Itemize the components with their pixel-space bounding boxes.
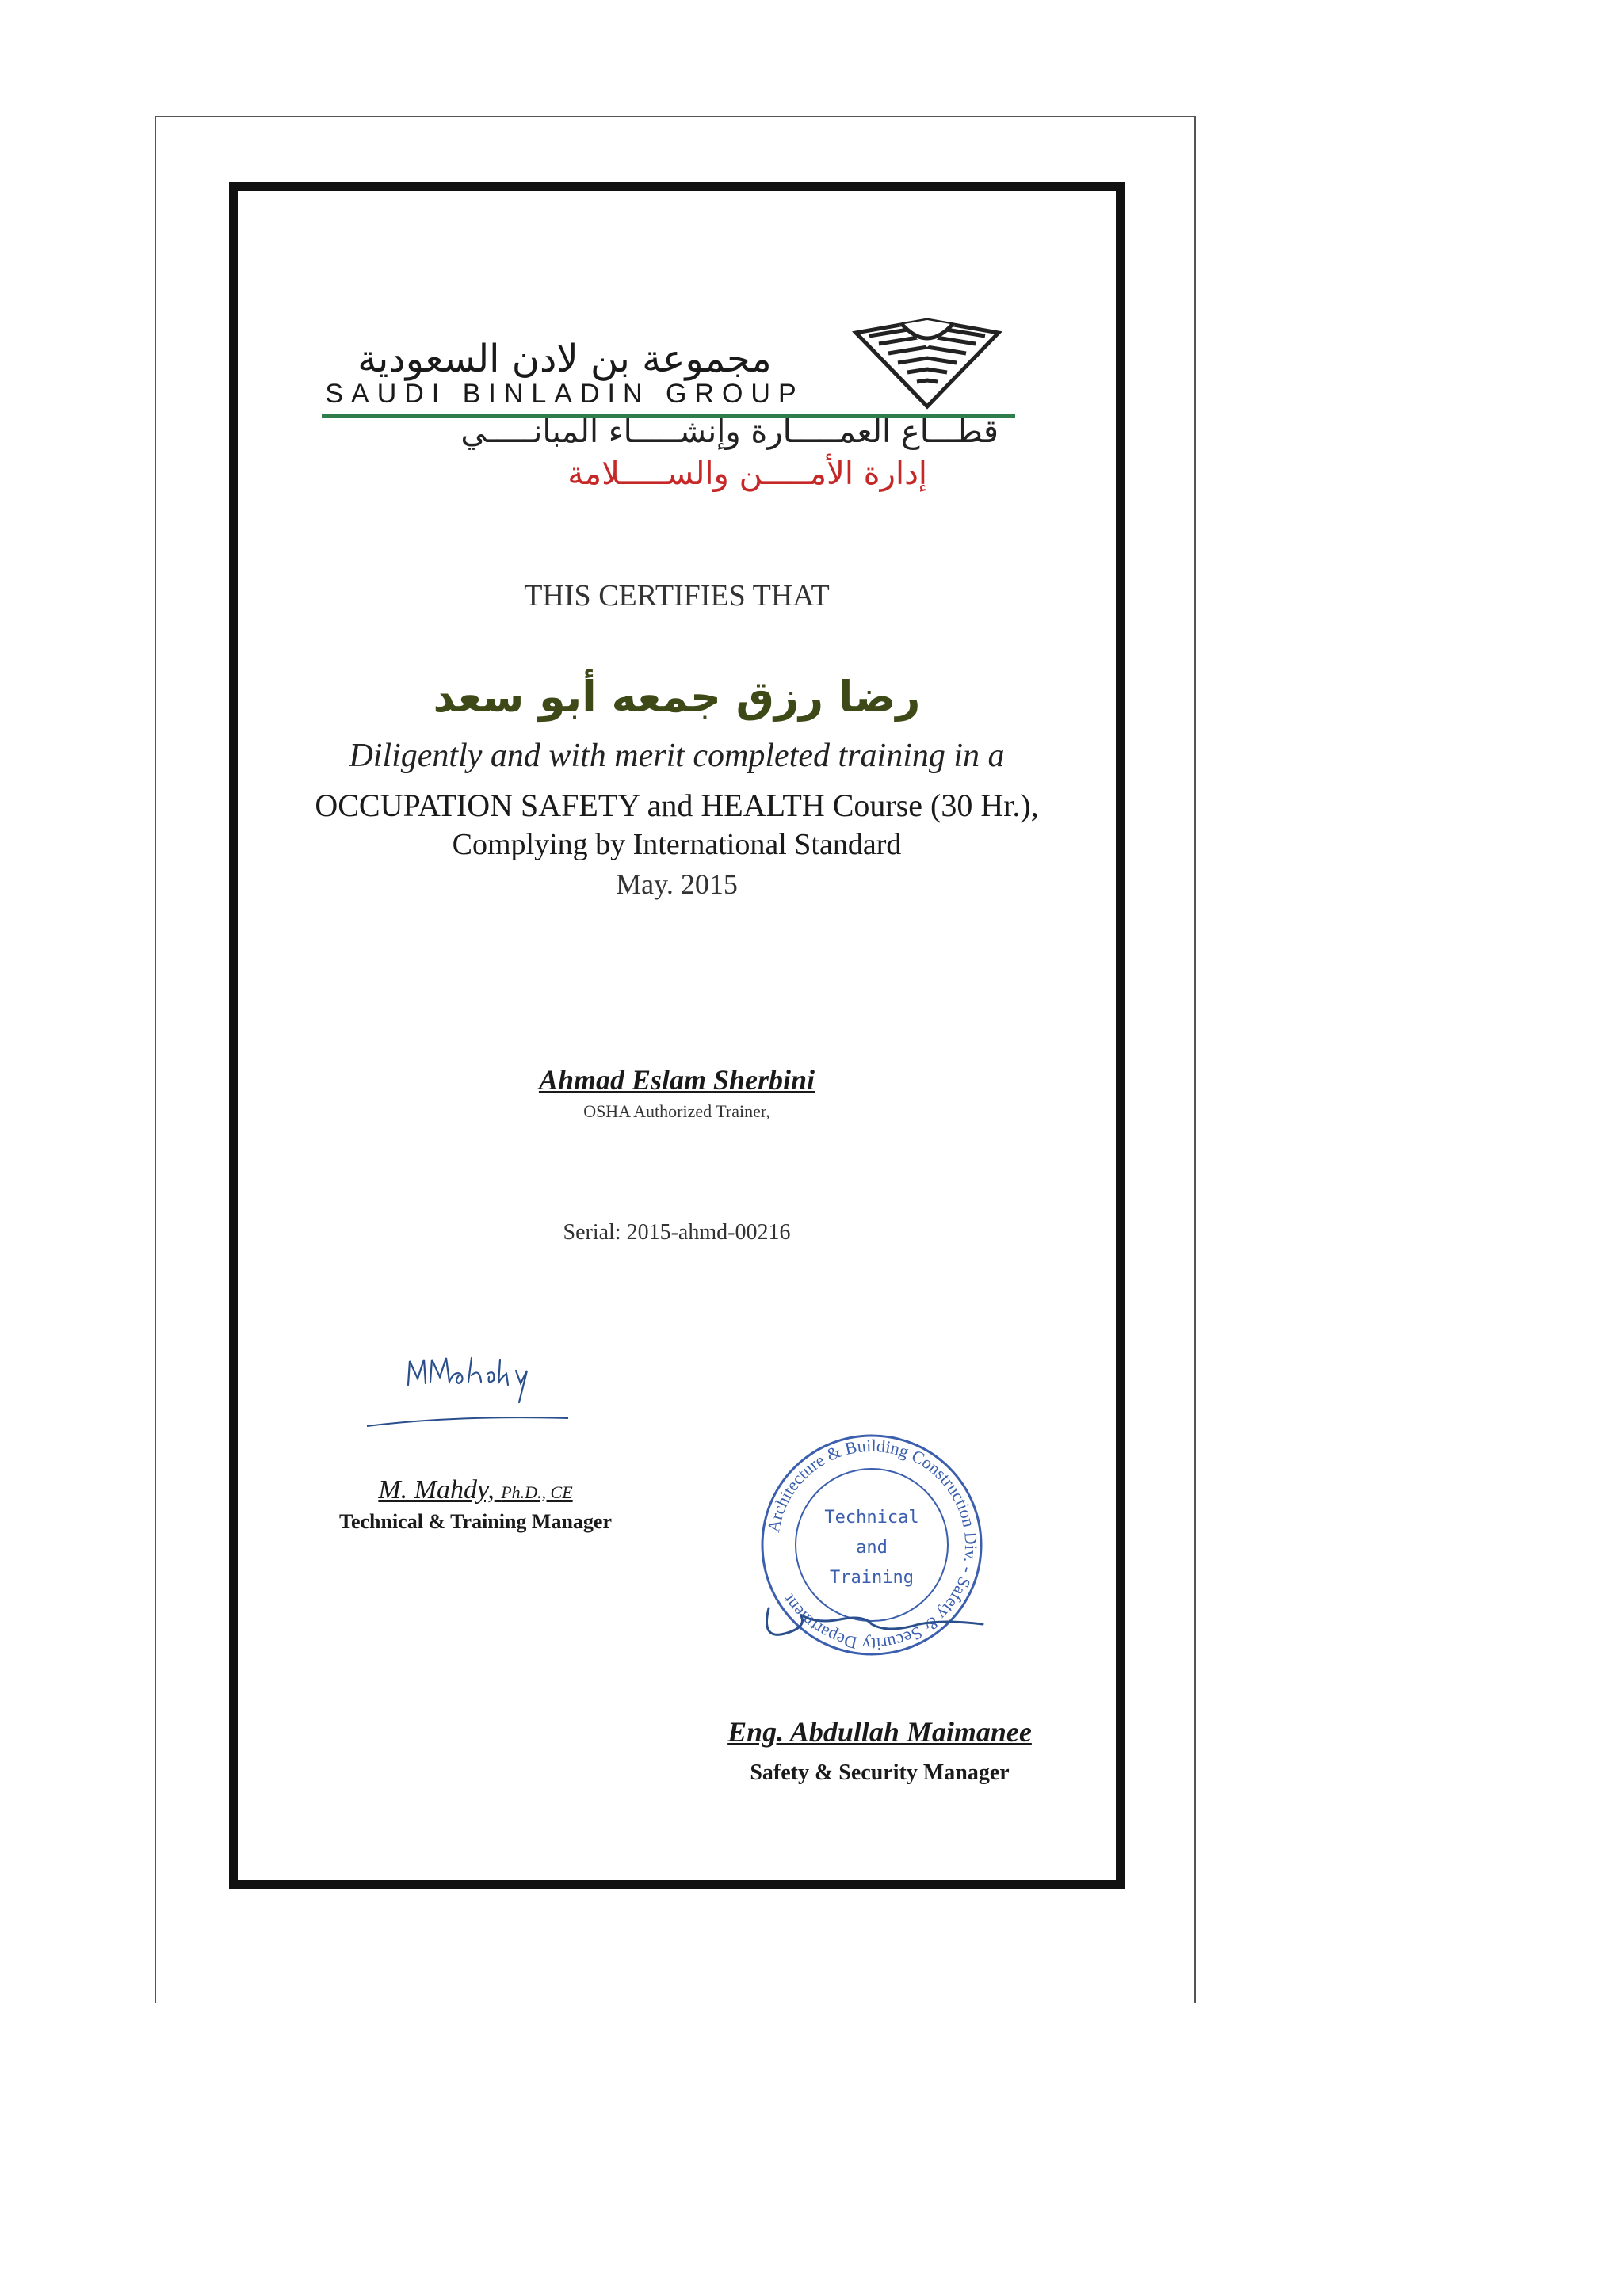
certifies-heading: THIS CERTIFIES THAT [524,579,830,612]
safety-manager-name: Eng. Abdullah Maimanee [727,1716,1032,1748]
trainer-title: OSHA Authorized Trainer, [583,1101,770,1121]
standard-statement: Complying by International Standard [452,828,902,861]
stamp-line-technical: Technical [824,1508,919,1527]
technical-manager-name [341,1475,610,1505]
arabic-department-line: إدارة الأمـــــن والســـــلامة [567,456,927,492]
safety-manager-title: Safety & Security Manager [750,1760,1010,1785]
signature-mahdy [361,1347,575,1434]
department-stamp [753,1426,991,1664]
arabic-company-name: مجموعة بن لادن السعودية [357,337,772,381]
stamp-line-training: Training [830,1568,914,1588]
serial-number: Serial: 2015-ahmd-00216 [563,1220,791,1245]
certificate-date: May. 2015 [616,868,738,900]
course-title: OCCUPATION SAFETY and HEALTH Course (30 Hr.), [315,788,1039,823]
recipient-name: رضا رزق جمعه أبو سعد [433,672,921,722]
arabic-sector-line: قطـــاع العمـــــارة وإنشـــــاء المبانـــــي [460,414,999,450]
binladin-logo-icon [852,315,1002,410]
technical-manager-name-text: M. Mahdy, [378,1475,495,1505]
stamp-line-and: and [856,1538,888,1558]
technical-manager-title: Technical & Training Manager [338,1510,613,1533]
trainer-name: Ahmad Eslam Sherbini [538,1064,815,1096]
completion-statement: Diligently and with merit completed training in a [349,738,1005,774]
english-company-name: SAUDI BINLADIN GROUP [325,379,804,409]
stamp-outer-text: Architecture & Building Construction Div. - Safety & Security Department [763,1435,982,1655]
technical-manager-credentials: Ph.D., CE [501,1482,573,1502]
